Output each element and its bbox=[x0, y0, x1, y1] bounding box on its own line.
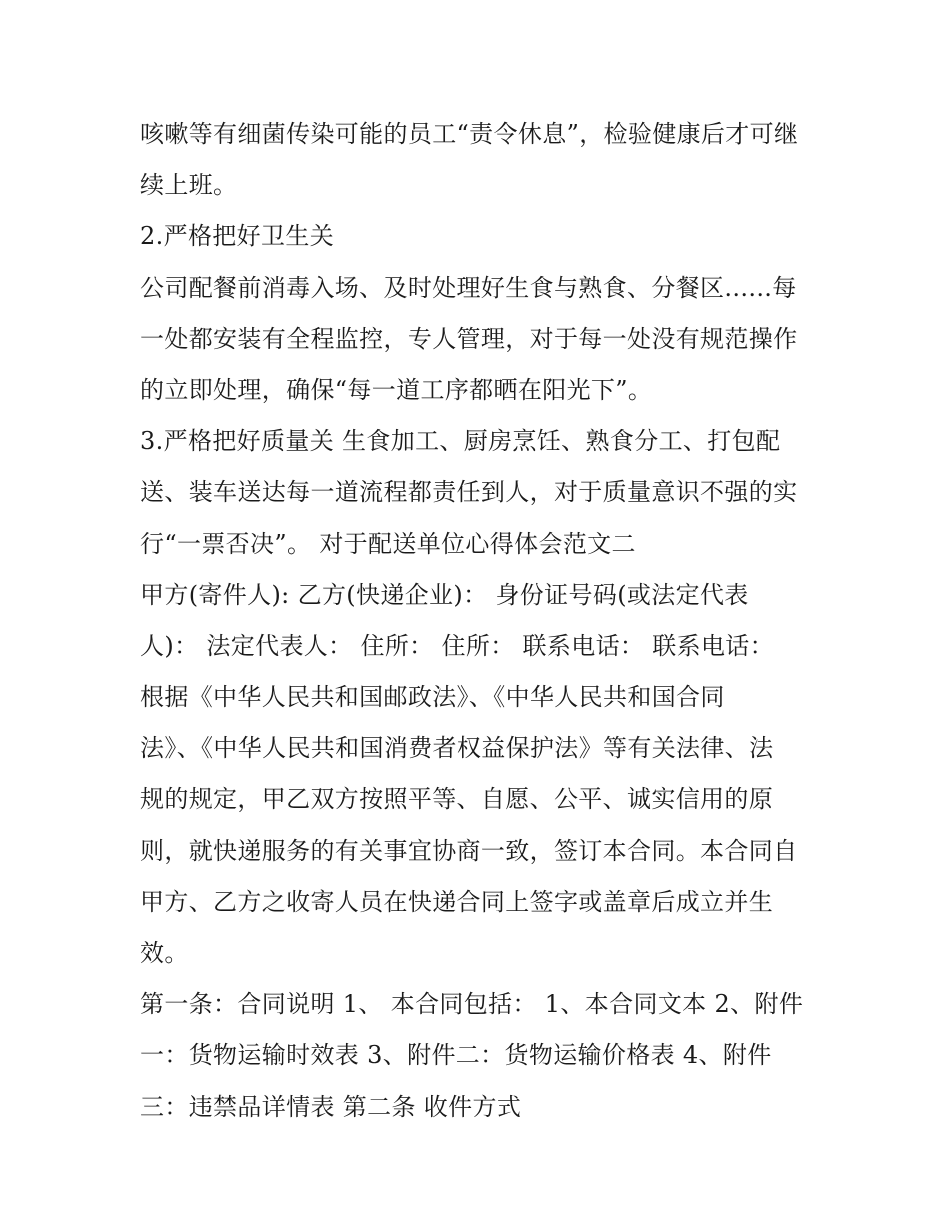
text-line: 甲方、乙方之收寄人员在快递合同上签字或盖章后成立并生 bbox=[140, 887, 774, 916]
text-line: 续上班。 bbox=[140, 171, 238, 200]
text-line: 根据《中华人民共和国邮政法》、《中华人民共和国合同 bbox=[140, 683, 725, 712]
text-line: 三：违禁品详情表 第二条 收件方式 bbox=[140, 1092, 522, 1121]
document-body bbox=[140, 109, 830, 1133]
text-line: 则，就快递服务的有关事宜协商一致，签订本合同。本合同自 bbox=[140, 836, 798, 865]
text-line: 的立即处理，确保“每一道工序都晒在阳光下”。 bbox=[140, 375, 653, 404]
text-line: 甲方(寄件人): 乙方(快递企业)： 身份证号码(或法定代表 bbox=[140, 580, 749, 609]
text-line: 人)： 法定代表人： 住所： 住所： 联系电话： 联系电话： bbox=[140, 631, 775, 660]
text-line: 3.严格把好质量关 生食加工、厨房烹饪、熟食分工、打包配 bbox=[140, 427, 781, 456]
text-line: 法》、《中华人民共和国消费者权益保护法》等有关法律、法 bbox=[140, 734, 774, 763]
text-line: 第一条：合同说明 1、 本合同包括： 1、本合同文本 2、附件 bbox=[140, 990, 804, 1019]
text-line: 一处都安装有全程监控，专人管理，对于每一处没有规范操作 bbox=[140, 324, 798, 353]
text-line: 送、装车送达每一道流程都责任到人，对于质量意识不强的实 bbox=[140, 478, 798, 507]
text-line: 咳嗽等有细菌传染可能的员工“责令休息”，检验健康后才可继 bbox=[140, 120, 799, 148]
text-line: 规的规定，甲乙双方按照平等、自愿、公平、诚实信用的原 bbox=[140, 785, 774, 814]
text-line: 一：货物运输时效表 3、附件二：货物运输价格表 4、附件 bbox=[140, 1041, 772, 1070]
text-line: 效。 bbox=[140, 939, 189, 967]
text-line: 行“一票否决”。 对于配送单位心得体会范文二 bbox=[140, 529, 636, 558]
text-line: 公司配餐前消毒入场、及时处理好生食与熟食、分餐区......每 bbox=[140, 273, 797, 302]
section-heading: 2.严格把好卫生关 bbox=[140, 222, 335, 251]
